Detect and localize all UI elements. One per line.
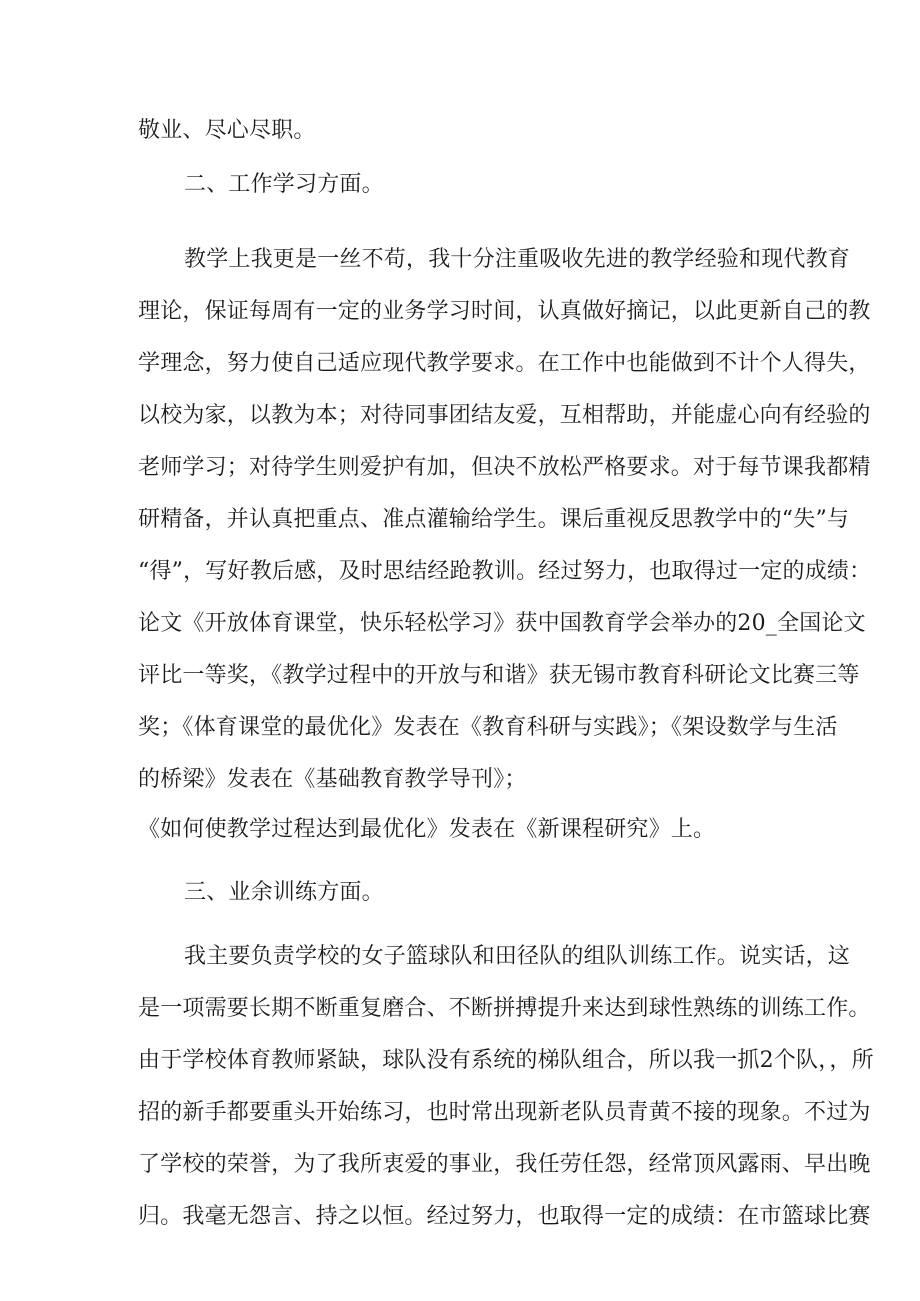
paragraph-line: 评比一等奖，《教学过程中的开放与和谐》获无锡市教育科研论文比赛三等	[138, 663, 860, 688]
paragraph-line: 教学上我更是一丝不苟，我十分注重吸收先进的教学经验和现代教育	[184, 247, 851, 272]
section-heading: 三、业余训练方面。	[184, 880, 384, 905]
paragraph-line: 研精备，并认真把重点、准点灌输给学生。课后重视反思教学中的“失”与	[138, 507, 850, 532]
paragraph-line: 以校为家，以教为本；对待同事团结友爱，互相帮助，并能虚心向有经验的	[138, 403, 871, 428]
section-heading: 二、工作学习方面。	[184, 172, 384, 197]
paragraph-line: 招的新手都要重头开始练习，也时常出现新老队员青黄不接的现象。不过为	[138, 1100, 871, 1125]
paragraph-line: 理论，保证每周有一定的业务学习时间，认真做好摘记，以此更新自己的教	[138, 299, 871, 324]
paragraph-line: 我主要负责学校的女子篮球队和田径队的组队训练工作。说实话，这	[184, 944, 851, 969]
paragraph-line: 老师学习；对待学生则爱护有加，但决不放松严格要求。对于每节课我都精	[138, 455, 871, 480]
paragraph-line: 奖；《体育课堂的最优化》发表在《教育科研与实践》；《架设数学与生活	[138, 715, 838, 740]
paragraph-line: 了学校的荣誉，为了我所衷爱的事业，我任劳任怨，经常顶风露雨、早出晚	[138, 1152, 871, 1177]
paragraph-line: 《如何使教学过程达到最优化》发表在《新课程研究》上。	[138, 817, 716, 842]
paragraph-line: 的桥梁》发表在《基础教育教学导刊》；	[138, 767, 527, 792]
paragraph-line: 归。我毫无怨言、持之以恒。经过努力，也取得一定的成绩：在市篮球比赛	[138, 1204, 871, 1229]
paragraph-line: 由于学校体育教师紧缺，球队没有系统的梯队组合，所以我一抓2个队，，所	[138, 1048, 874, 1073]
paragraph-line: 是一项需要长期不断重复磨合、不断拼搏提升来达到球性熟练的训练工作。	[138, 996, 871, 1021]
paragraph-line: 论文《开放体育课堂，快乐轻松学习》获中国教育学会举办的20_全国论文	[138, 611, 866, 636]
paragraph-line: 学理念，努力使自己适应现代教学要求。在工作中也能做到不计个人得失，	[138, 351, 871, 376]
paragraph-line: “得”，写好教后感，及时思结经跄教训。经过努力，也取得过一定的成绩：	[138, 559, 872, 584]
paragraph-line: 敬业、尽心尽职。	[138, 118, 316, 143]
